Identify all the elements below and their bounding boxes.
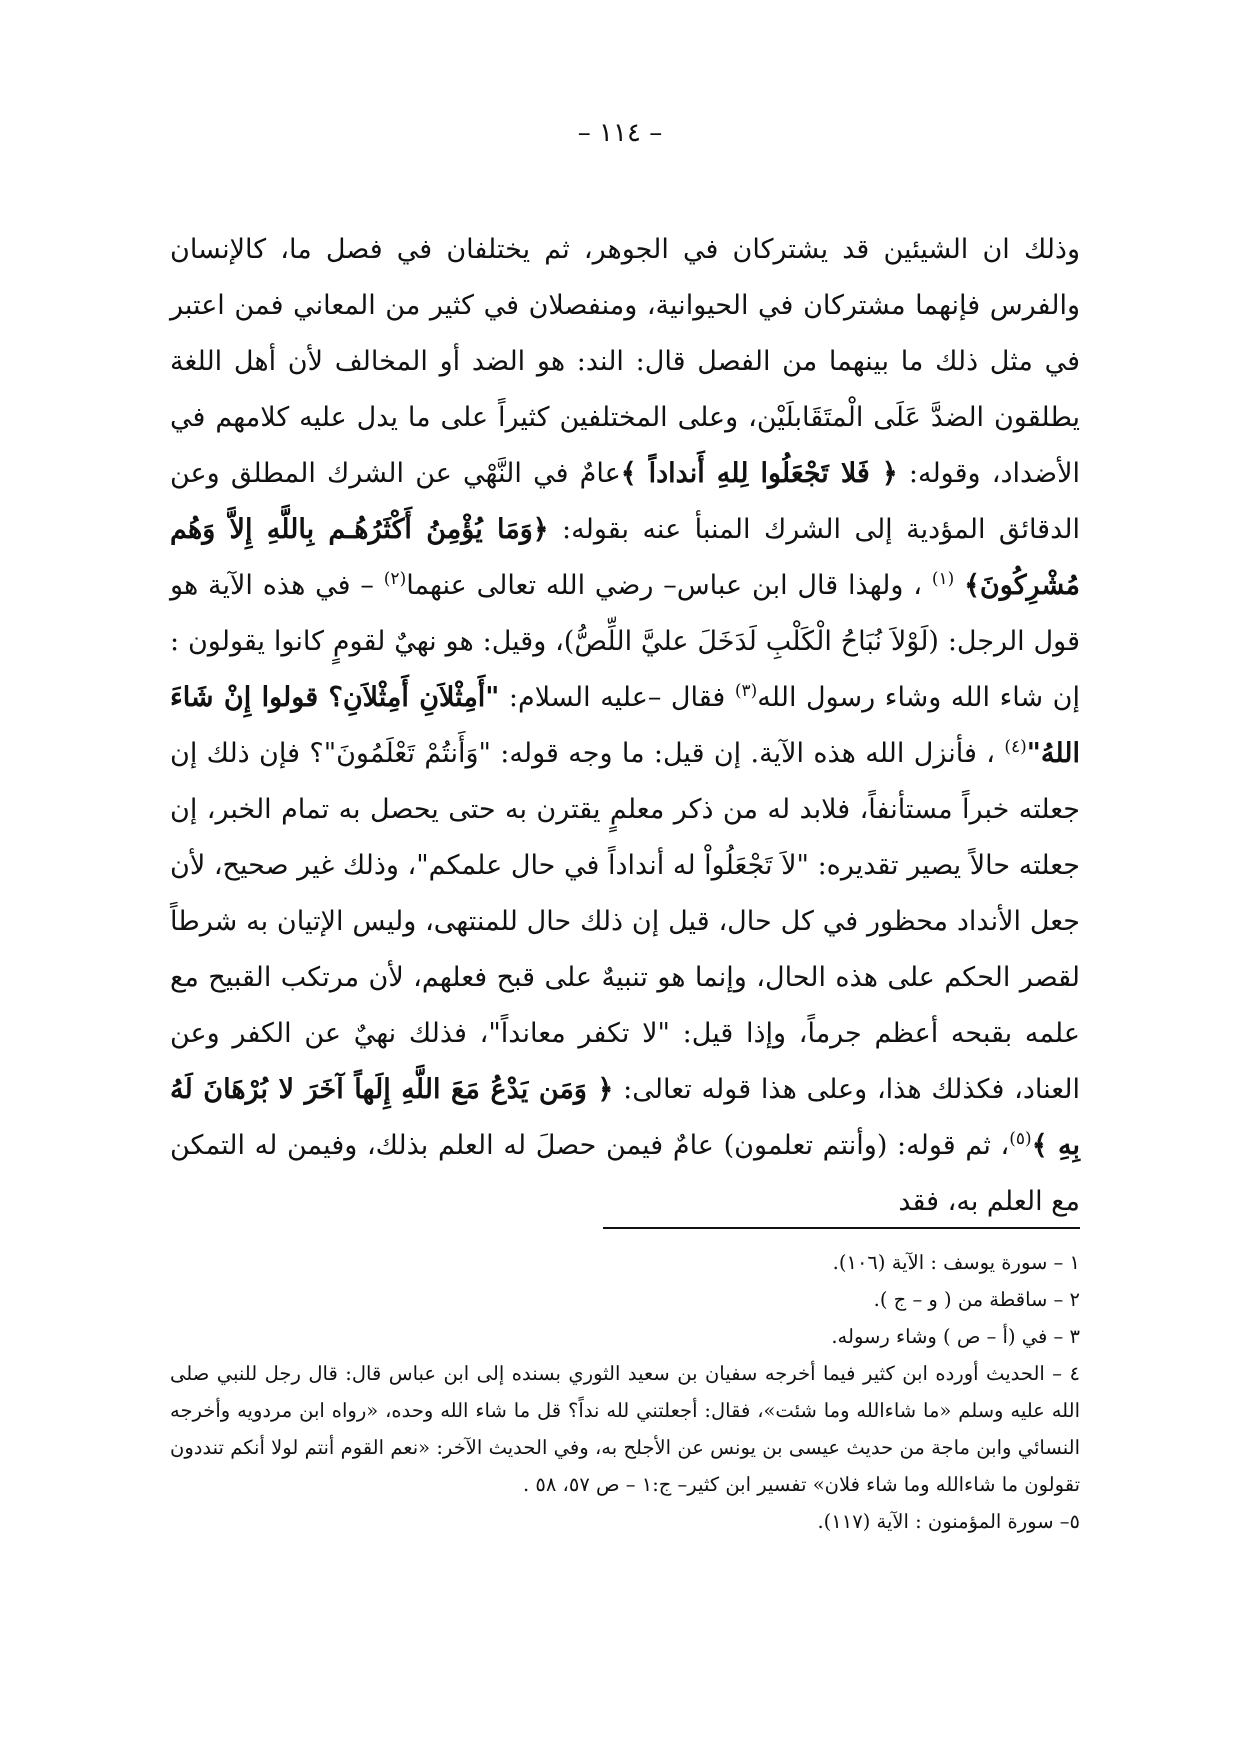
- main-text: [170, 222, 1080, 1230]
- footnote-divider: [603, 1227, 1080, 1229]
- page-number: – ١١٤ –: [577, 118, 663, 148]
- hadith-quote: "أَمِثْلاَنِ أَمِثْلاَنِ؟ قولوا إِنْ شَاءَ اللهُ": [170, 682, 1080, 769]
- footnote-3: ٣ – في (أ – ص ) وشاء رسوله.: [831, 1325, 1080, 1348]
- quran-verse-1: ﴿ فَلا تَجْعَلُوا لِلهِ أَنداداً ﴾: [620, 458, 898, 489]
- footnote-5: ٥– سورة المؤمنون : الآية (١١٧).: [817, 1510, 1080, 1533]
- main-paragraph: [170, 222, 1080, 1230]
- footnote-1: ١ – سورة يوسف : الآية (١٠٦).: [832, 1251, 1080, 1274]
- quran-verse-3: ﴿ وَمَن يَدْعُ مَعَ اللَّهِ إِلَهاً آخَرَ لا بُرْهَانَ لَهُ بِهِ ﴾: [170, 1074, 1080, 1161]
- text-segment-2: عامٌ في النَّهْي عن الشرك المطلق وعن الدقائق المؤدية إلى الشرك المنبأ عنه بقوله:: [170, 458, 1080, 545]
- text-segment-5: فقال –عليه السلام:: [508, 682, 726, 713]
- text-segment-3: ، ولهذا قال ابن عباس– رضي الله تعالى عنهما: [406, 570, 922, 601]
- footnote-ref-2: (٢): [383, 569, 407, 589]
- footnote-ref-3: (٣): [734, 681, 758, 701]
- footnote-ref-4: (٤): [1004, 737, 1027, 757]
- footnote-ref-1: (١): [931, 569, 955, 589]
- footnote-ref-5: (٥): [1009, 1129, 1032, 1149]
- footnote-4: ٤ – الحديث أورده ابن كثير فيما أخرجه سفيان بن سعيد الثوري بسنده إلى ابن عباس قال: قال رجل للنبي صلى الله عليه وسلم «ما شاءالله وما شئت»، فقال: أجعلتني لله نداً؟ قل ما شاء الله وحده، «رواه ابن مردويه وأخرجه النسائي وابن ماجة من حديث عيسى بن يونس عن الأجلح به، وفي الحديث الآخر: «نعم القوم أنتم لولا أنكم تنددون تقولون ما شاءالله وما شاء فلان» تفسير ابن كثير– ج:١ – ص ٥٧، ٥٨ .: [170, 1362, 1080, 1496]
- text-segment-1: وذلك ان الشيئين قد يشتركان في الجوهر، ثم يختلفان في فصل ما، كالإنسان والفرس فإنهما مشتركان في الحيوانية، ومنفصلان في كثير من المعاني فمن اعتبر في مثل ذلك ما بينهما من الفصل قال: الند: هو الضد أو المخالف لأن أهل اللغة يطلقون الضدَّ عَلَى الْمتَقَابلَيْن، وعلى المختلفين كثيراً على ما يدل عليه كلامهم في الأضداد، وقوله:: [170, 234, 1080, 489]
- text-segment-6: ، فأنزل الله هذه الآية. إن قيل: ما وجه قوله: "وَأَنتُمْ تَعْلَمُونَ"؟ فإن ذلك إن جعلته خبراً مستأنفاً، فلابد له من ذكر معلمٍ يقترن به حتى يحصل به تمام الخبر، إن جعلته حالاً يصير تقديره: "لاَ تَجْعَلُواْ له أنداداً في حال علمكم"، وذلك غير صحيح، لأن جعل الأنداد محظور في كل حال، قيل إن ذلك حال للمنتهى، وليس الإتيان به شرطاً لقصر الحكم على هذه الحال، وإنما هو تنبيهٌ على قبح فعلهم، لأن مرتكب القبيح مع علمه بقبحه أعظم جرماً، وإذا قيل: "لا تكفر معانداً"، فذلك نهيٌ عن الكفر وعن العناد، فكذلك هذا، وعلى هذا قوله تعالى:: [170, 738, 1080, 1105]
- quran-verse-2: ﴿وَمَا يُؤْمِنُ أَكْثَرُهُـم بِاللَّهِ إِلاَّ وَهُم مُشْرِكُونَ﴾: [170, 514, 1081, 601]
- text-segment-7: ، ثم قوله: (وأنتم تعلمون) عامٌ فيمن حصلَ له العلم بذلك، وفيمن له التمكن مع العلم به، فقد: [170, 1130, 1080, 1217]
- text-segment-4: – في هذه الآية هو قول الرجل: (لَوْلاَ نُبَاحُ الْكَلْبِ لَدَخَلَ عليَّ اللِّصُّ)، وقيل: هو نهيٌ لقومٍ كانوا يقولون : إن شاء الله وشاء رسول الله: [170, 570, 1081, 713]
- footnotes: [170, 1244, 1080, 1540]
- footnote-2: ٢ – ساقطة من ( و – ج ).: [873, 1288, 1080, 1311]
